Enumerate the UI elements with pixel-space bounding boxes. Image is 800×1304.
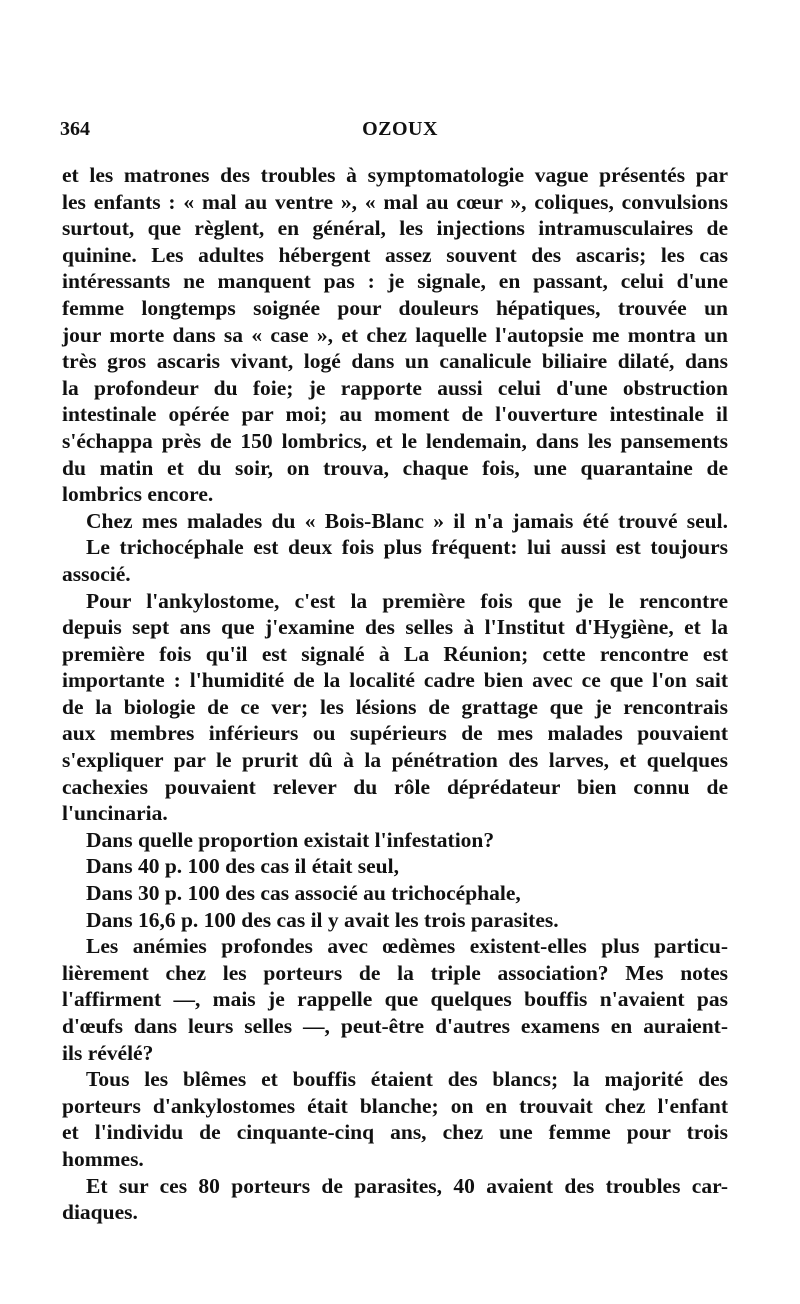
text-line: intestinale opérée par moi; au moment de l'ouverture intestinale il [62, 402, 728, 427]
text-line: importante : l'humidité de la localité cadre bien avec ce que l'on sait [62, 668, 728, 693]
text-line: l'affirment —, mais je rappelle que quelques bouffis n'avaient pas [62, 987, 728, 1012]
text-line: d'œufs dans leurs selles —, peut-être d'autres examens en auraient- [62, 1014, 728, 1038]
text-line: femme longtemps soignée pour douleurs hépatiques, trouvée un [62, 295, 728, 320]
text-line: Pour l'ankylostome, c'est la première fois que je le rencontre [86, 588, 728, 613]
text-line: aux membres inférieurs ou supérieurs de mes malades pouvaient [62, 721, 728, 746]
text-line: Les anémies profondes avec œdèmes existent-elles plus particu- [86, 934, 728, 959]
text-line: jour morte dans sa « case », et chez laquelle l'autopsie me montra un [62, 322, 728, 347]
text-line: Le trichocéphale est deux fois plus fréquent: lui aussi est toujours [86, 535, 728, 560]
text-line: du matin et du soir, on trouva, chaque fois, une quarantaine de [62, 455, 728, 480]
text-line: ils révélé? [62, 1040, 154, 1065]
text-line: quinine. Les adultes hébergent assez souvent des ascaris; les cas [62, 242, 728, 267]
text-line: Dans 30 p. 100 des cas associé au trichocéphale, [86, 881, 521, 906]
text-line: de la biologie de ce ver; les lésions de grattage que je rencontrais [62, 694, 728, 719]
text-line: porteurs d'ankylostomes était blanche; on en trouvait chez l'enfant [62, 1093, 728, 1118]
text-line: très gros ascaris vivant, logé dans un canalicule biliaire dilaté, dans [62, 349, 728, 374]
body-text [62, 162, 728, 1226]
text-line: cachexies pouvaient relever du rôle déprédateur bien connu de [62, 774, 728, 799]
text-line: Tous les blêmes et bouffis étaient des blancs; la majorité des [86, 1067, 728, 1092]
text-line: hommes. [62, 1146, 144, 1171]
text-line: surtout, que règlent, en général, les injections intramusculaires de [62, 216, 728, 241]
text-line: associé. [62, 561, 131, 586]
text-line: et l'individu de cinquante-cinq ans, chez une femme pour trois [62, 1120, 728, 1145]
text-line: Chez mes malades du « Bois-Blanc » il n'a jamais été trouvé seul. [86, 508, 728, 533]
text-line: s'échappa près de 150 lombrics, et le lendemain, dans les pansements [62, 428, 728, 453]
text-line: et les matrones des troubles à symptomatologie vague présentés par [62, 163, 728, 187]
text-line: Dans quelle proportion existait l'infestation? [86, 827, 495, 852]
text-line: première fois qu'il est signalé à La Réunion; cette rencontre est [62, 641, 728, 666]
text-line: les enfants : « mal au ventre », « mal au cœur », coliques, convulsions [62, 189, 728, 214]
text-line: la profondeur du foie; je rapporte aussi celui d'une obstruction [62, 375, 728, 400]
text-line: intéressants ne manquent pas : je signale, en passant, celui d'une [62, 269, 728, 294]
page-number: 364 [60, 118, 90, 140]
text-line: s'expliquer par le prurit dû à la pénétration des larves, et quelques [62, 748, 728, 773]
text-line: lièrement chez les porteurs de la triple association? Mes notes [62, 960, 728, 985]
text-line: depuis sept ans que j'examine des selles à l'Institut d'Hygiène, et la [62, 615, 728, 640]
text-line: Dans 40 p. 100 des cas il était seul, [86, 854, 399, 879]
page-header [58, 118, 742, 142]
text-line: Et sur ces 80 porteurs de parasites, 40 avaient des troubles car- [86, 1173, 728, 1198]
text-line: diaques. [62, 1200, 138, 1225]
running-title: OZOUX [362, 118, 438, 140]
text-line: l'uncinaria. [62, 801, 168, 826]
text-line: lombrics encore. [62, 482, 214, 507]
text-line: Dans 16,6 p. 100 des cas il y avait les trois parasites. [86, 907, 559, 932]
